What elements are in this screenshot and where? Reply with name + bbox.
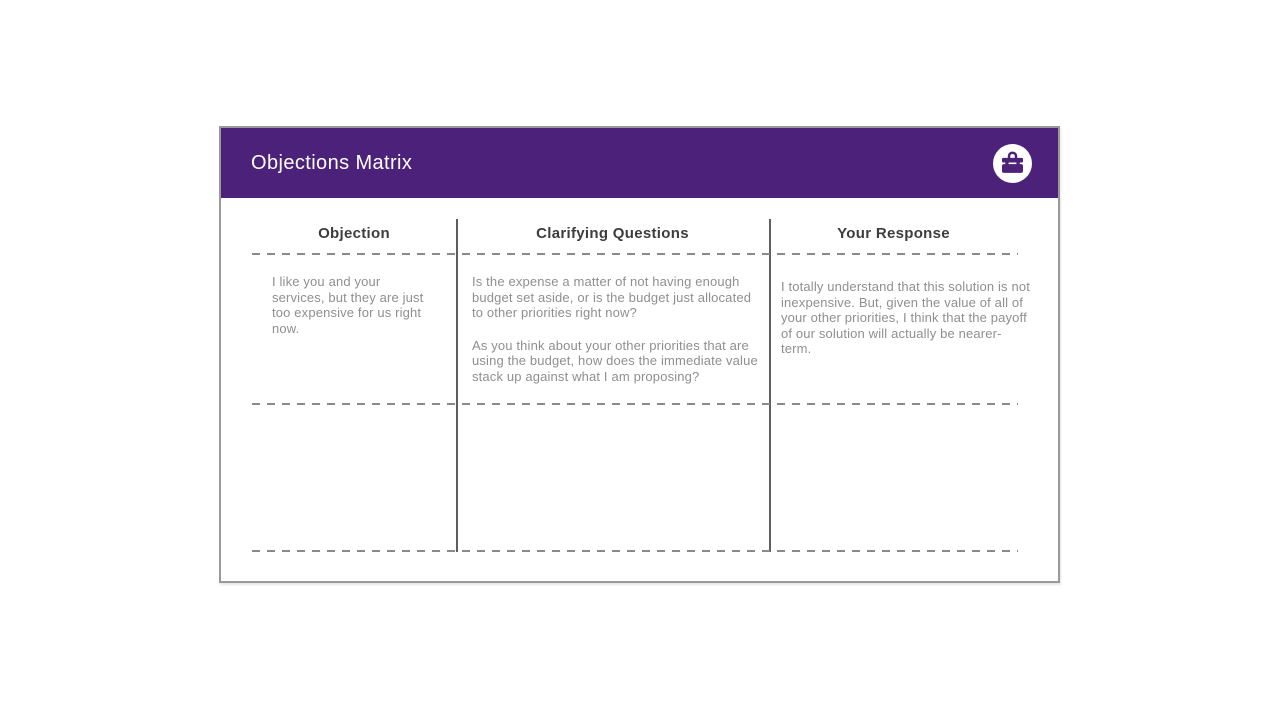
- column-divider-1: [456, 219, 458, 552]
- column-header-your-response: Your Response: [837, 225, 950, 242]
- response-text: I totally understand that this solution is not inexpensive. But, given the value of all of your other priorities, I think that the payoff of our solution will actually be nearer-term.: [781, 279, 1030, 356]
- row-divider-1: [252, 403, 1018, 405]
- card-header: [221, 128, 1058, 198]
- column-header-clarifying-questions: Clarifying Questions: [536, 225, 689, 242]
- toolbox-icon: [993, 144, 1032, 183]
- matrix-body: [221, 198, 1058, 581]
- objection-text: I like you and your services, but they are just too expensive for us right now.: [272, 274, 424, 336]
- row-divider-header: [252, 253, 1018, 255]
- cell-row1-objection: [272, 274, 436, 336]
- column-header-objection: Objection: [318, 225, 390, 242]
- cell-row1-your-response: [781, 279, 1031, 357]
- objections-matrix-card: [219, 126, 1060, 583]
- clarifying-question-text-2: As you think about your other priorities that are using the budget, how does the immediate value stack up against what I am proposing?: [472, 337, 758, 384]
- row-divider-2: [252, 550, 1018, 552]
- clarifying-question-text-1: Is the expense a matter of not having enough budget set aside, or is the budget just allocated to other priorities right now?: [472, 274, 752, 320]
- page-title: Objections Matrix: [251, 151, 413, 174]
- cell-row1-clarifying-questions: [472, 274, 760, 384]
- column-divider-2: [769, 219, 771, 552]
